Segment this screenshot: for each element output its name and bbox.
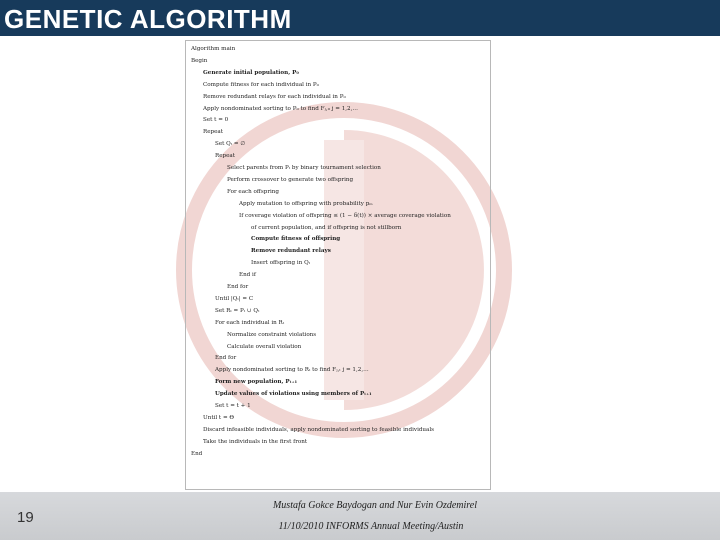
algorithm-line: Set t = t + 1 [215, 403, 251, 409]
slide-number: 19 [17, 509, 34, 526]
algorithm-line: Compute fitness of offspring [251, 236, 341, 243]
algorithm-line: Repeat [203, 129, 223, 136]
algorithm-line: Set Rₜ = Pₜ ∪ Qₜ [215, 307, 260, 314]
algorithm-line: Perform crossover to generate two offspring [227, 176, 354, 183]
algorithm-line: Set t = 0 [203, 117, 229, 124]
footer-authors: Mustafa Gokce Baydogan and Nur Evin Ozdemirel [272, 500, 478, 511]
algorithm-line: End for [215, 355, 237, 362]
algorithm-line: Take the individuals in the first front [203, 438, 308, 445]
algorithm-line: Insert offspring in Qₜ [251, 260, 311, 267]
algorithm-line: of current population, and if offspring is not stillborn [251, 224, 402, 231]
algorithm-line: Apply mutation to offspring with probability pₘ [239, 200, 373, 207]
algorithm-line: Repeat [215, 153, 235, 160]
algorithm-line: Form new population, Pₜ₊₁ [215, 379, 298, 386]
algorithm-line: End if [239, 272, 256, 279]
algorithm-line: Update values of violations using members of Pₜ₊₁ [215, 391, 372, 398]
algorithm-figure [185, 40, 491, 490]
title-bar [0, 0, 720, 36]
algorithm-line: Algorithm main [191, 46, 236, 52]
algorithm-line: End [191, 450, 203, 457]
algorithm-line: Select parents from Pₜ by binary tournament selection [227, 165, 381, 171]
footer-event: 11/10/2010 INFORMS Annual Meeting/Austin [278, 521, 464, 532]
algorithm-line: Remove redundant relays [251, 248, 331, 255]
algorithm-line: For each offspring [227, 188, 279, 195]
algorithm-line: Discard infeasible individuals, apply nondominated sorting to feasible individuals [203, 426, 435, 433]
algorithm-line: Begin [191, 57, 208, 64]
algorithm-line: Apply nondominated sorting to Rₜ to find Fⱼ,ₜ j = 1,2,… [215, 367, 369, 374]
algorithm-line: Normalize constraint violations [227, 331, 317, 338]
algorithm-line: End for [227, 284, 249, 290]
algorithm-line: Apply nondominated sorting to P₀ to find Fⱼ,₀ j = 1,2,… [203, 105, 358, 112]
algorithm-line: Remove redundant relays for each individual in P₀ [203, 93, 346, 100]
algorithm-line: Until |Qₜ| = C [215, 295, 254, 302]
algorithm-line: Until t = Θ [203, 414, 234, 421]
algorithm-line: Calculate overall violation [227, 343, 302, 350]
slide-title: GENETIC ALGORITHM [4, 4, 292, 34]
algorithm-line: For each individual in Rₜ [215, 319, 285, 326]
algorithm-line: Compute fitness for each individual in P₀ [203, 81, 319, 88]
algorithm-line: If coverage violation of offspring ≤ (1 − δ(t)) × average coverage violation [239, 212, 451, 219]
algorithm-line: Generate initial population, P₀ [203, 69, 299, 76]
algorithm-line: Set Qₜ = ∅ [215, 141, 246, 148]
